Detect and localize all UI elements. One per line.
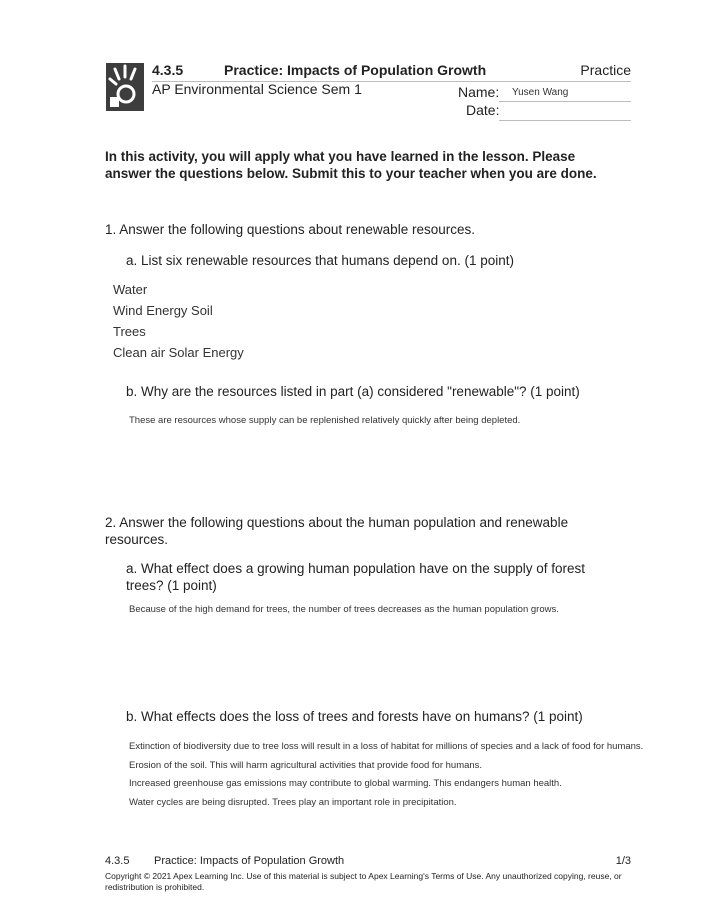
answer-line: Trees: [113, 324, 146, 339]
lesson-number: 4.3.5: [152, 62, 184, 78]
answer-line: Increased greenhouse gas emissions may contribute to global warming. This endangers human health.: [129, 778, 562, 789]
page-number: 1/3: [615, 855, 631, 867]
copyright-notice: Copyright © 2021 Apex Learning Inc. Use of this material is subject to Apex Learning's Terms of Use. Any unauthorized copying, reuse, or redistribution is prohibited.: [105, 871, 622, 892]
question-1-prompt: 1. Answer the following questions about renewable resources.: [105, 222, 475, 237]
footer-title: Practice: Impacts of Population Growth: [154, 855, 345, 867]
answer-line: Water: [113, 282, 148, 297]
answer-line: Erosion of the soil. This will harm agricultural activities that provide food for humans.: [129, 759, 483, 771]
intro-instructions: In this activity, you will apply what you have learned in the lesson. Please answer the questions below. Submit this to your teacher when you are done.: [105, 149, 597, 181]
question-2b-prompt: b. What effects does the loss of trees and forests have on humans? (1 point): [126, 709, 583, 724]
question-1a-prompt: a. List six renewable resources that humans depend on. (1 point): [126, 253, 514, 268]
answer-line: Water cycles are being disrupted. Trees play an important role in precipitation.: [129, 796, 457, 808]
date-label: Date:: [466, 102, 500, 118]
name-label: Name:: [458, 84, 500, 100]
apex-logo: [106, 63, 144, 111]
answer-line: Extinction of biodiversity due to tree loss will result in a loss of habitat for millions of species and a lack of food for humans.: [129, 741, 644, 752]
question-2a-prompt: a. What effect does a growing human population have on the supply of forest trees? (1 point): [126, 561, 586, 593]
name-field[interactable]: Yusen Wang: [512, 87, 569, 98]
worksheet-title: Practice: Impacts of Population Growth: [224, 62, 487, 78]
name-underline: [499, 101, 631, 102]
date-field[interactable]: [499, 120, 631, 121]
question-2b-answer[interactable]: [129, 738, 714, 812]
answer-line: Clean air Solar Energy: [113, 345, 244, 360]
question-1a-answer[interactable]: [113, 279, 244, 363]
question-1b-answer[interactable]: These are resources whose supply can be replenished relatively quickly after being depleted.: [129, 415, 521, 426]
worksheet-type: Practice: [580, 62, 631, 78]
footer-lesson-number: 4.3.5: [105, 855, 130, 867]
question-2a-answer[interactable]: Because of the high demand for trees, the number of trees decreases as the human population grows.: [129, 604, 559, 615]
question-2-prompt: 2. Answer the following questions about the human population and renewable resources.: [105, 515, 569, 547]
course-name: AP Environmental Science Sem 1: [152, 81, 362, 97]
answer-line: Wind Energy Soil: [113, 303, 213, 318]
question-1b-prompt: b. Why are the resources listed in part (a) considered "renewable"? (1 point): [126, 384, 580, 399]
